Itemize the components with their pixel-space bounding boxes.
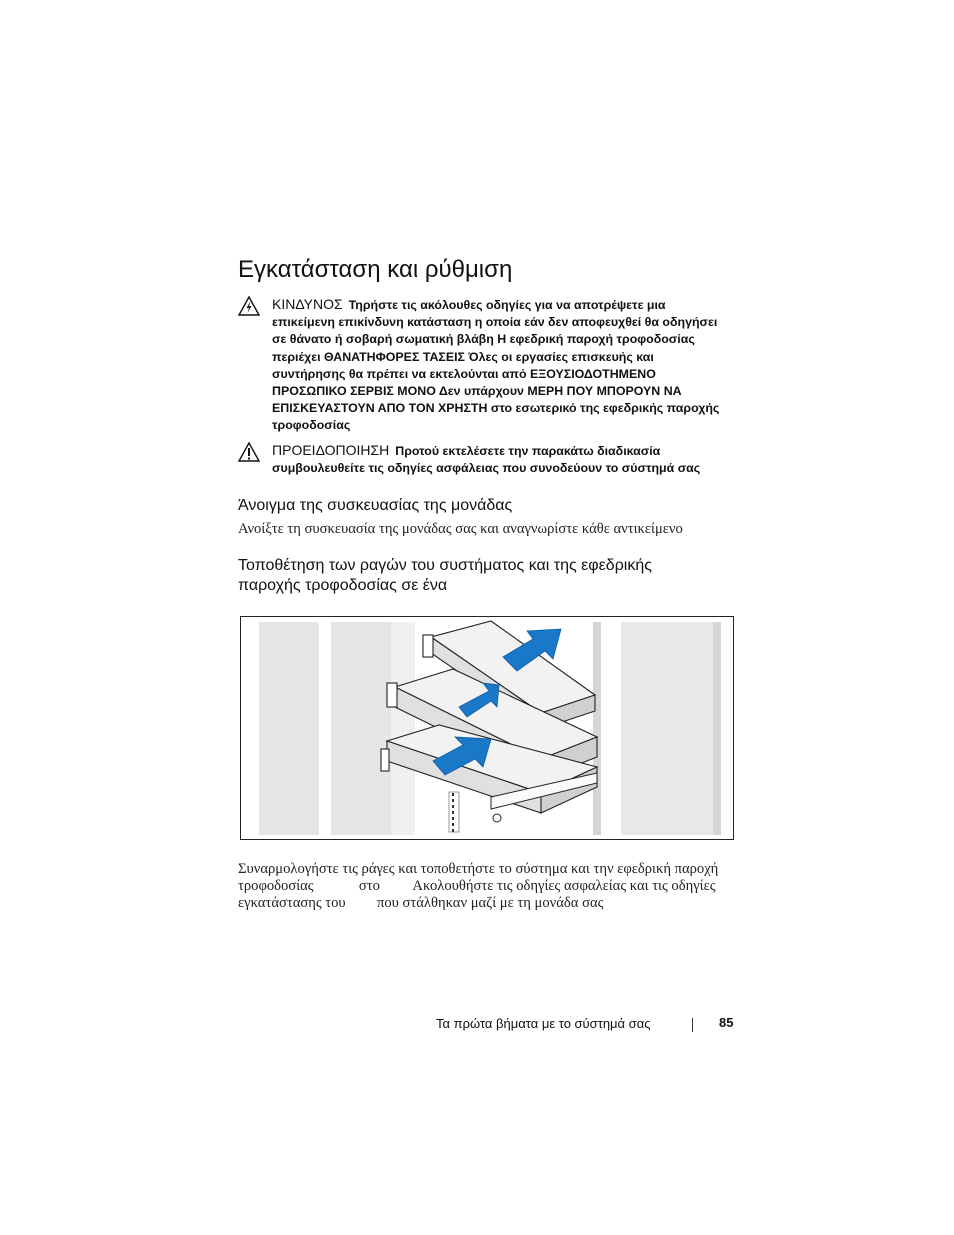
danger-icon xyxy=(238,296,260,316)
page-number: 85 xyxy=(719,1015,734,1030)
danger-line: συντήρησης θα πρέπει να εκτελούνται από ΕΞΟΥΣΙΟΔΟΤΗΜΕΝΟ xyxy=(272,366,656,381)
danger-notice xyxy=(238,296,719,435)
warning-icon xyxy=(238,442,260,462)
danger-line: Τηρήστε τις ακόλουθες οδηγίες για να αποτρέψετε μια xyxy=(348,298,666,312)
footer-title: Τα πρώτα βήματα με το σύστημά σας xyxy=(436,1016,651,1031)
install-paragraph xyxy=(238,861,718,912)
warning-keyword: ΠΡΟΕΙΔΟΠΟΙΗΣΗ xyxy=(272,442,390,458)
paragraph-fragment: που στάλθηκαν μαζί με τη μονάδα σας xyxy=(376,895,604,911)
paragraph-line xyxy=(238,878,718,895)
danger-line: επικείμενη επικίνδυνη κατάσταση η οποία εάν δεν αποφευχθεί θα οδηγήσει xyxy=(272,315,718,330)
page-title: Εγκατάσταση και ρύθμιση xyxy=(238,256,513,283)
rack-install-illustration xyxy=(240,616,734,840)
danger-line: ΕΠΙΣΚΕΥΑΣΤΟΥΝ ΑΠΟ ΤΟΝ ΧΡΗΣΤΗ στο εσωτερικό της εφεδρικής παροχής xyxy=(272,401,720,416)
danger-line: περιέχει ΘΑΝΑΤΗΦΟΡΕΣ ΤΑΣΕΙΣ Όλες οι εργασίες επισκευής και xyxy=(272,349,654,364)
rack-diagram xyxy=(241,617,733,839)
paragraph-fragment: Ακολουθήστε τις οδηγίες ασφαλείας και τις οδηγίες xyxy=(412,878,716,894)
warning-line: Προτού εκτελέσετε την παρακάτω διαδικασία xyxy=(395,444,661,458)
paragraph-line xyxy=(238,895,718,912)
paragraph-line: Συναρμολογήστε τις ράγες και τοποθετήστε το σύστημα και την εφεδρική παροχή xyxy=(238,861,719,877)
danger-line: ΠΡΟΣΩΠΙΚΟ ΣΕΡΒΙΣ ΜΟΝΟ Δεν υπάρχουν ΜΕΡΗ ΠΟΥ ΜΠΟΡΟΥΝ ΝΑ xyxy=(272,384,682,399)
danger-line: τροφοδοσίας xyxy=(272,418,351,433)
warning-line: συμβουλευθείτε τις οδηγίες ασφάλειας που συνοδεύουν το σύστημά σας xyxy=(272,461,701,476)
unpack-body: Ανοίξτε τη συσκευασία της μονάδας σας και αναγνωρίστε κάθε αντικείμενο xyxy=(238,521,683,537)
section-heading-line: Τοποθέτηση των ραγών του συστήματος και της εφεδρικής xyxy=(238,557,652,574)
section-heading-line: παροχής τροφοδοσίας σε ένα xyxy=(238,577,448,594)
danger-line: σε θάνατο ή σοβαρή σωματική βλάβη Η εφεδρική παροχή τροφοδοσίας xyxy=(272,332,695,347)
paragraph-fragment: τροφοδοσίας xyxy=(238,878,314,894)
danger-keyword: ΚΙΝΔΥΝΟΣ xyxy=(272,296,343,312)
warning-notice xyxy=(238,442,700,477)
paragraph-fragment: εγκατάστασης του xyxy=(238,895,346,911)
section-heading-unpack: Άνοιγμα της συσκευασίας της μονάδας xyxy=(238,497,513,514)
section-heading-rails xyxy=(238,556,652,596)
paragraph-fragment: στο xyxy=(358,878,380,894)
footer-divider xyxy=(692,1018,693,1032)
